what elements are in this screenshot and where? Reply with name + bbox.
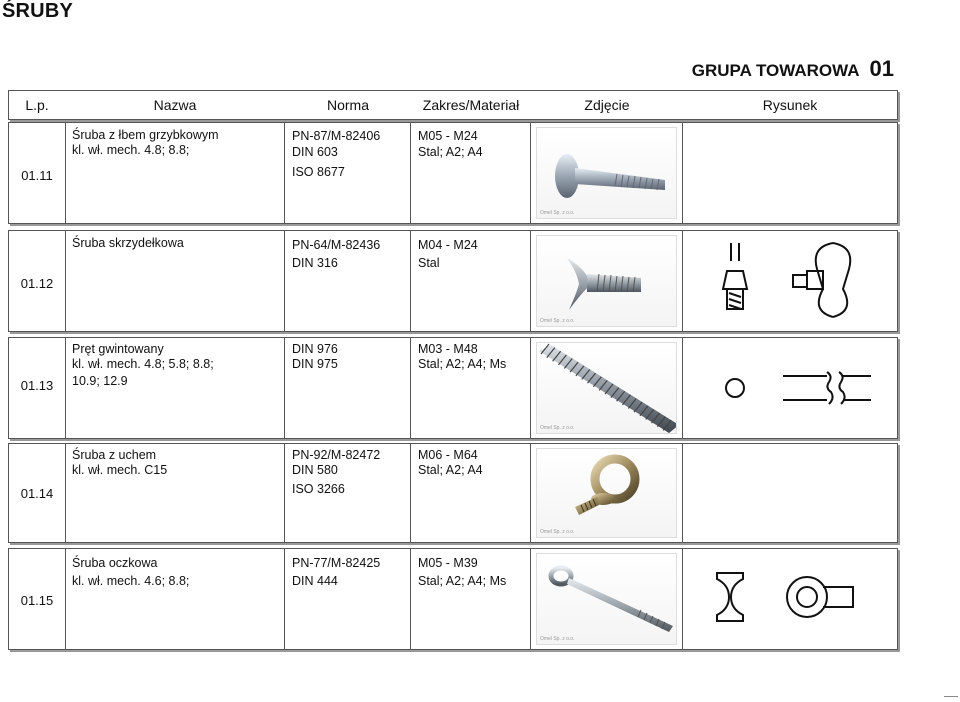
cell-material: [411, 444, 531, 542]
row-name-line: Śruba oczkowa: [72, 556, 158, 570]
cell-material: [411, 549, 531, 649]
cell-material: [411, 231, 531, 331]
cell-photo: [531, 338, 683, 438]
cell-norm: [285, 231, 411, 331]
row-norm-line: DIN 976: [292, 342, 338, 356]
threaded-rod-drawing: [683, 338, 897, 438]
wing-screw-drawing: [683, 231, 897, 331]
wing-screw-photo: [536, 235, 677, 327]
group-heading: [692, 56, 894, 82]
cell-lp: [9, 338, 66, 438]
cell-norm: [285, 444, 411, 542]
table-row: [8, 337, 898, 439]
carriage-bolt-photo: [536, 127, 677, 219]
row-lp: 01.14: [20, 486, 54, 501]
cell-drawing: [683, 444, 897, 542]
row-name-line: 10.9; 12.9: [72, 374, 128, 388]
row-name-line: Śruba z uchem: [72, 448, 157, 462]
row-name-line: kl. wł. mech. C15: [72, 463, 168, 477]
eye-screw-drawing: [683, 549, 897, 649]
row-name-line: Śruba z łbem grzybkowym: [72, 128, 219, 142]
row-norm-line: DIN 316: [292, 256, 338, 270]
row-name-line: kl. wł. mech. 4.8; 8.8;: [72, 143, 190, 157]
row-norm-line: DIN 603: [292, 145, 338, 159]
row-material-line: Stal; A2; A4; Ms: [418, 357, 507, 371]
group-number: 01: [869, 56, 894, 81]
row-norm-line: PN-77/M-82425: [292, 556, 381, 570]
row-material-line: M05 - M24: [418, 129, 478, 143]
photo-watermark: Omel Sp. z o.o.: [540, 529, 575, 535]
row-lp: 01.12: [20, 276, 54, 291]
photo-watermark: Omel Sp. z o.o.: [540, 425, 575, 431]
header-norma: Norma: [326, 97, 369, 113]
table-row: [8, 122, 898, 224]
cell-photo: [531, 549, 683, 649]
row-material-line: Stal; A2; A4; Ms: [418, 574, 507, 588]
row-lp: 01.13: [20, 378, 54, 393]
photo-watermark: Omel Sp. z o.o.: [540, 210, 575, 216]
row-norm-line: PN-92/M-82472: [292, 448, 381, 462]
cell-lp: [9, 123, 66, 223]
row-name-line: kl. wł. mech. 4.6; 8.8;: [72, 574, 190, 588]
cell-name: [65, 123, 285, 223]
cell-material: [411, 123, 531, 223]
row-norm-line: ISO 3266: [292, 482, 345, 496]
row-norm-line: ISO 8677: [292, 165, 345, 179]
row-name-line: kl. wł. mech. 4.8; 5.8; 8.8;: [72, 357, 214, 371]
cell-photo: [531, 123, 683, 223]
row-material-line: M05 - M39: [418, 556, 478, 570]
table-row: [8, 230, 898, 332]
row-material-line: Stal: [418, 256, 440, 270]
eye-screw-photo: [536, 553, 677, 645]
row-lp: 01.15: [20, 593, 54, 608]
cell-photo: [531, 231, 683, 331]
row-lp: 01.11: [21, 168, 53, 183]
group-label: GRUPA TOWAROWA: [691, 61, 860, 80]
cell-drawing: [683, 123, 897, 223]
cell-name: [65, 338, 285, 438]
cell-name: [65, 231, 285, 331]
cell-lp: [9, 549, 66, 649]
header-lp: L.p.: [25, 97, 49, 113]
row-material-line: M06 - M64: [418, 448, 478, 462]
cell-norm: [285, 549, 411, 649]
header-nazwa: Nazwa: [153, 97, 197, 113]
cell-drawing: [683, 231, 897, 331]
cell-photo: [531, 444, 683, 542]
cell-drawing: [683, 549, 897, 649]
row-norm-line: DIN 444: [292, 574, 338, 588]
header-zdjecie: Zdjęcie: [584, 97, 630, 113]
row-norm-line: DIN 580: [292, 463, 338, 477]
cell-drawing: [683, 338, 897, 438]
eye-bolt-photo: [536, 448, 677, 538]
row-material-line: Stal; A2; A4: [418, 145, 483, 159]
cell-name: [65, 444, 285, 542]
threaded-rod-photo: [536, 342, 677, 434]
header-rysunek: Rysunek: [762, 97, 818, 113]
row-name-line: Śruba skrzydełkowa: [72, 236, 184, 250]
row-material-line: M04 - M24: [418, 238, 478, 252]
photo-watermark: Omel Sp. z o.o.: [540, 318, 575, 324]
row-name-line: Pręt gwintowany: [72, 342, 164, 356]
cell-lp: [9, 231, 66, 331]
row-material-line: Stal; A2; A4: [418, 463, 483, 477]
cell-norm: [285, 338, 411, 438]
table-header: [8, 90, 898, 120]
cell-name: [65, 549, 285, 649]
cell-norm: [285, 123, 411, 223]
row-norm-line: DIN 975: [292, 357, 338, 371]
header-material: Zakres/Materiał: [422, 97, 520, 113]
table-row: [8, 443, 898, 543]
cell-material: [411, 338, 531, 438]
cell-lp: [9, 444, 66, 542]
page-title: ŚRUBY: [2, 0, 74, 22]
table-row: [8, 548, 898, 650]
row-norm-line: PN-64/M-82436: [292, 238, 381, 252]
photo-watermark: Omel Sp. z o.o.: [540, 636, 575, 642]
row-material-line: M03 - M48: [418, 342, 478, 356]
page-divider: [944, 696, 958, 697]
row-norm-line: PN-87/M-82406: [292, 129, 381, 143]
